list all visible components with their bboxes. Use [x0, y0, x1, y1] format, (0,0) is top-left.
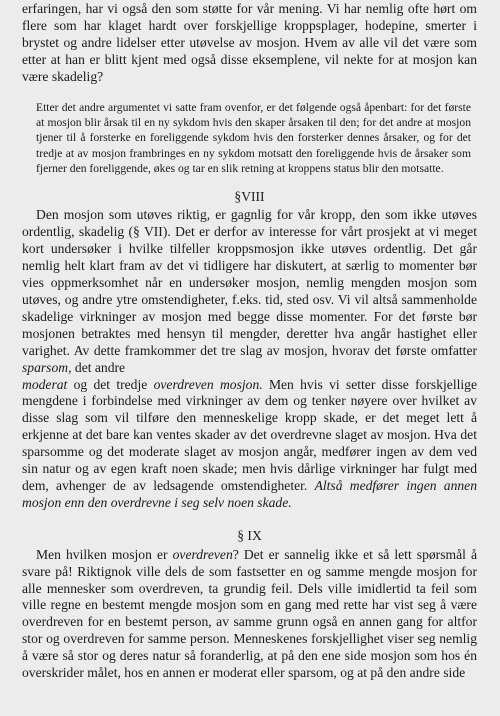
section-viii-text-2: det andre	[74, 359, 126, 375]
term-sparsom: sparsom,	[22, 359, 72, 375]
top-paragraph: erfaringen, har vi også den som støtte for vår mening. Vi har nemlig ofte hørt om flere som har klaget hardt over forskjellige kroppsplager, hodepine, smerter i brystet og andre lidelser etter utøvelse av mosjon. Hvem av alle vil det være som etter at han er blitt kjent med også disse eksemplene, vil nekte for at mosjon kan være skadelig?	[22, 1, 477, 84]
term-overdreven-mosjon: overdreven mosjon.	[153, 376, 263, 392]
section-viii-paragraph	[22, 207, 477, 511]
section-ix-paragraph	[22, 547, 477, 682]
section-viii-text-1: Den mosjon som utøves riktig, er gagnlig for vår kropp, den som ikke utøves ordentlig, skadelig (§ VII). Det er derfor av interesse for vårt prosjekt at vi meget kort undersøker i hvilke tilfeller kroppsmosjon ikke utøves ordentlig. Det går nemlig helt klart fram av det vi tidligere har diskutert, at særlig to momenter bør vies oppmerksomhet når en undersøker mosjon, nemlig mengden mosjon som utøves, og andre ytre omstendigheter, f.eks. tid, sted osv. Vi vil altså sammenholde skadelige virkninger av mosjon med begge disse momenter. For det første bør mosjonen betraktes med hensyn til mengder, deretter hva angår hastighet eller varighet. Av dette framkommer det tre slag av mosjon, hvorav det første omfatter	[22, 207, 477, 358]
section-ix-text-1: Men hvilken mosjon er	[36, 546, 168, 562]
section-viii-conclusion: Altså medfører ingen annen mosjon enn den overdrevne i seg selv noen skade.	[22, 477, 477, 510]
section-viii-text-4: Men hvis vi setter disse forskjellige mengdene i forbindelse med virkninger av dem og tenker nøyere over hvilket av disse slag som vil tilføre den menneskelige kropp skade, er det meget lett å erkjenne at det bare kan ventes skader av det overdrevne slaget av mosjon. Hva det sparsomme og det moderate slaget av mosjon angår, medfører ingen av dem ved sin natur og av egen kraft noen skade; men hvis dårlige virkninger har fulgt med dem, avhenger de av ledsagende omstendigheter.	[22, 376, 477, 493]
section-ix-text-2: ? Det er sannelig ikke et så lett spørsmål å svare på! Riktignok ville dels de som fastsetter en og samme mengde mosjon for alle mennesker som overdreven, ta grundig feil. Dels ville imidlertid ta feil som ville regne en bestemt mengde mosjon som en gang med rette har vist seg å være overdreven for en bestemt person, av samme grunn også en annen gang for altfor stor og overdreven for samme person. Menneskenes forskjellighet viser seg nemlig å være så stor og deres natur så foranderlig, at på den ene side mosjon som hos én overskrider målet, hos en annen er moderat eller sparsom, og at på den andre side	[22, 546, 477, 681]
quote-paragraph: Etter det andre argumentet vi satte fram ovenfor, er det følgende også åpenbart: for det første at mosjon blir årsak til en ny sykdom hvis den skaper årsaken til den; for det andre at mosjon tjener til å forsterke en foreliggende sykdom hvis den forsterker dennes årsaker, og for det tredje at av mosjon frambringes en ny sykdom motsatt den foreliggende hvis de årsaker som fjerner den foreliggende, økes og tar en slik retning at kroppens status blir den motsatte.	[36, 100, 471, 176]
section-ix-heading: § IX	[237, 527, 262, 543]
term-overdreven: overdreven	[172, 546, 233, 562]
term-moderat: moderat	[22, 376, 68, 392]
section-viii-text-3: og det tredje	[73, 376, 148, 392]
section-viii-heading: §VIII	[234, 188, 265, 204]
